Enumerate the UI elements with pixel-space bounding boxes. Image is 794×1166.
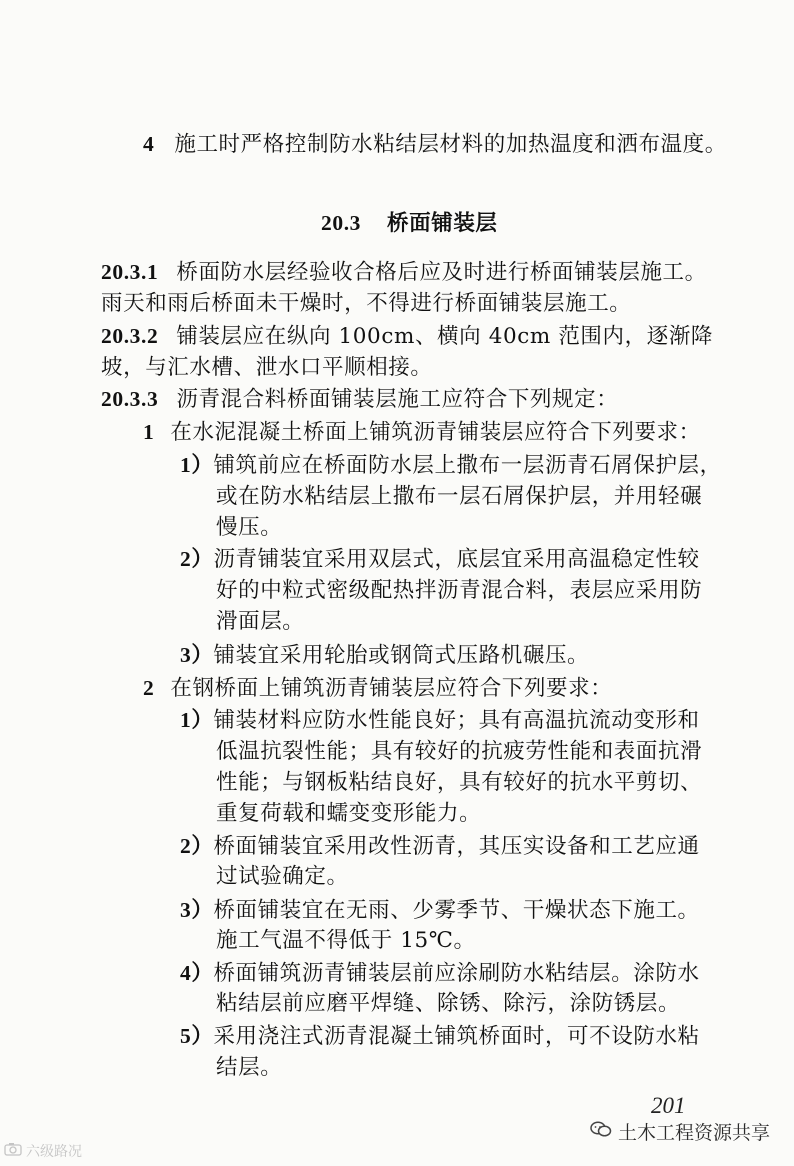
clause-number: 20.3.1 [101,260,159,284]
subitem-number: 2） [180,834,214,858]
item-number: 4 [143,132,155,156]
line-text: 铺装层应在纵向 100cm、横向 40cm 范围内，逐渐降 [176,324,714,349]
text-line: 粘结层前应磨平焊缝、除锈、除污，涂防锈层。 [216,991,681,1016]
text-line: 滑面层。 [216,609,305,634]
clause-number: 20.3.3 [101,387,159,411]
item-number: 2 [143,676,155,700]
text-line: 或在防水粘结层上撒布一层石屑保护层，并用轻碾 [216,484,703,509]
text-line: 好的中粒式密级配热拌沥青混合料，表层应采用防 [216,578,703,603]
subitem-2-3 [180,896,700,925]
line-text: 在钢桥面上铺筑沥青铺装层应符合下列要求： [170,676,613,701]
subitem-1-3 [180,641,589,670]
clause-20-3-3 [101,385,618,414]
subitem-number: 4） [180,961,214,985]
item-1-line [143,418,701,447]
subitem-number: 3） [180,898,214,922]
item-2-line [143,674,612,703]
line-text: 施工时严格控制防水粘结层材料的加热温度和洒布温度。 [174,132,727,157]
subitem-number: 2） [180,547,214,571]
camera-icon [4,1142,22,1160]
subitem-2-1 [180,706,700,735]
clause-20-3-1 [101,258,707,287]
item-4-line [143,130,727,159]
wechat-icon [590,1120,612,1143]
watermark-left [4,1141,82,1161]
section-heading: 桥面铺装层 [387,211,498,236]
line-text: 桥面铺装宜在无雨、少雾季节、干燥状态下施工。 [213,898,700,923]
line-text: 桥面铺筑沥青铺装层前应涂刷防水粘结层。涂防水 [213,961,700,986]
item-number: 1 [143,420,155,444]
page-number: 201 [651,1093,686,1118]
text-line: 结层。 [216,1055,283,1080]
text-line: 低温抗裂性能；具有较好的抗疲劳性能和表面抗滑 [216,739,703,764]
line-text: 在水泥混凝土桥面上铺筑沥青铺装层应符合下列要求： [170,420,701,445]
line-text: 沥青混合料桥面铺装层施工应符合下列规定： [176,387,619,412]
line-text: 桥面防水层经验收合格后应及时进行桥面铺装层施工。 [176,260,707,285]
text-line: 雨天和雨后桥面未干燥时，不得进行桥面铺装层施工。 [101,291,632,316]
subitem-number: 1） [180,708,214,732]
line-text: 铺装宜采用轮胎或钢筒式压路机碾压。 [213,643,590,668]
text-line: 重复荷载和蠕变变形能力。 [216,801,482,826]
subitem-1-2 [180,545,700,574]
text-line: 性能；与钢板粘结良好，具有较好的抗水平剪切、 [216,770,703,795]
line-text: 沥青铺装宜采用双层式，底层宜采用高温稳定性较 [213,547,700,572]
subitem-2-2 [180,832,700,861]
line-text: 桥面铺装宜采用改性沥青，其压实设备和工艺应通 [213,834,700,859]
text-line: 慢压。 [216,515,283,540]
section-title [321,209,498,238]
text-line: 过试验确定。 [216,864,349,889]
clause-number: 20.3.2 [101,324,159,348]
section-number: 20.3 [321,211,362,235]
line-text: 铺装材料应防水性能良好；具有高温抗流动变形和 [213,708,700,733]
subitem-number: 5） [180,1024,214,1048]
subitem-1-1 [180,451,722,480]
watermark-right [590,1118,770,1145]
clause-20-3-2 [101,322,713,351]
subitem-2-4 [180,959,700,988]
text-line: 施工气温不得低于 15℃。 [216,928,476,953]
watermark-text: 土木工程资源共享 [618,1122,771,1144]
subitem-number: 3） [180,643,214,667]
watermark-text: 六级路况 [26,1144,82,1160]
subitem-number: 1） [180,453,214,477]
line-text: 采用浇注式沥青混凝土铺筑桥面时，可不设防水粘 [213,1024,700,1049]
text-line: 坡，与汇水槽、泄水口平顺相接。 [101,355,433,380]
line-text: 铺筑前应在桥面防水层上撒布一层沥青石屑保护层， [213,453,722,478]
subitem-2-5 [180,1022,700,1051]
